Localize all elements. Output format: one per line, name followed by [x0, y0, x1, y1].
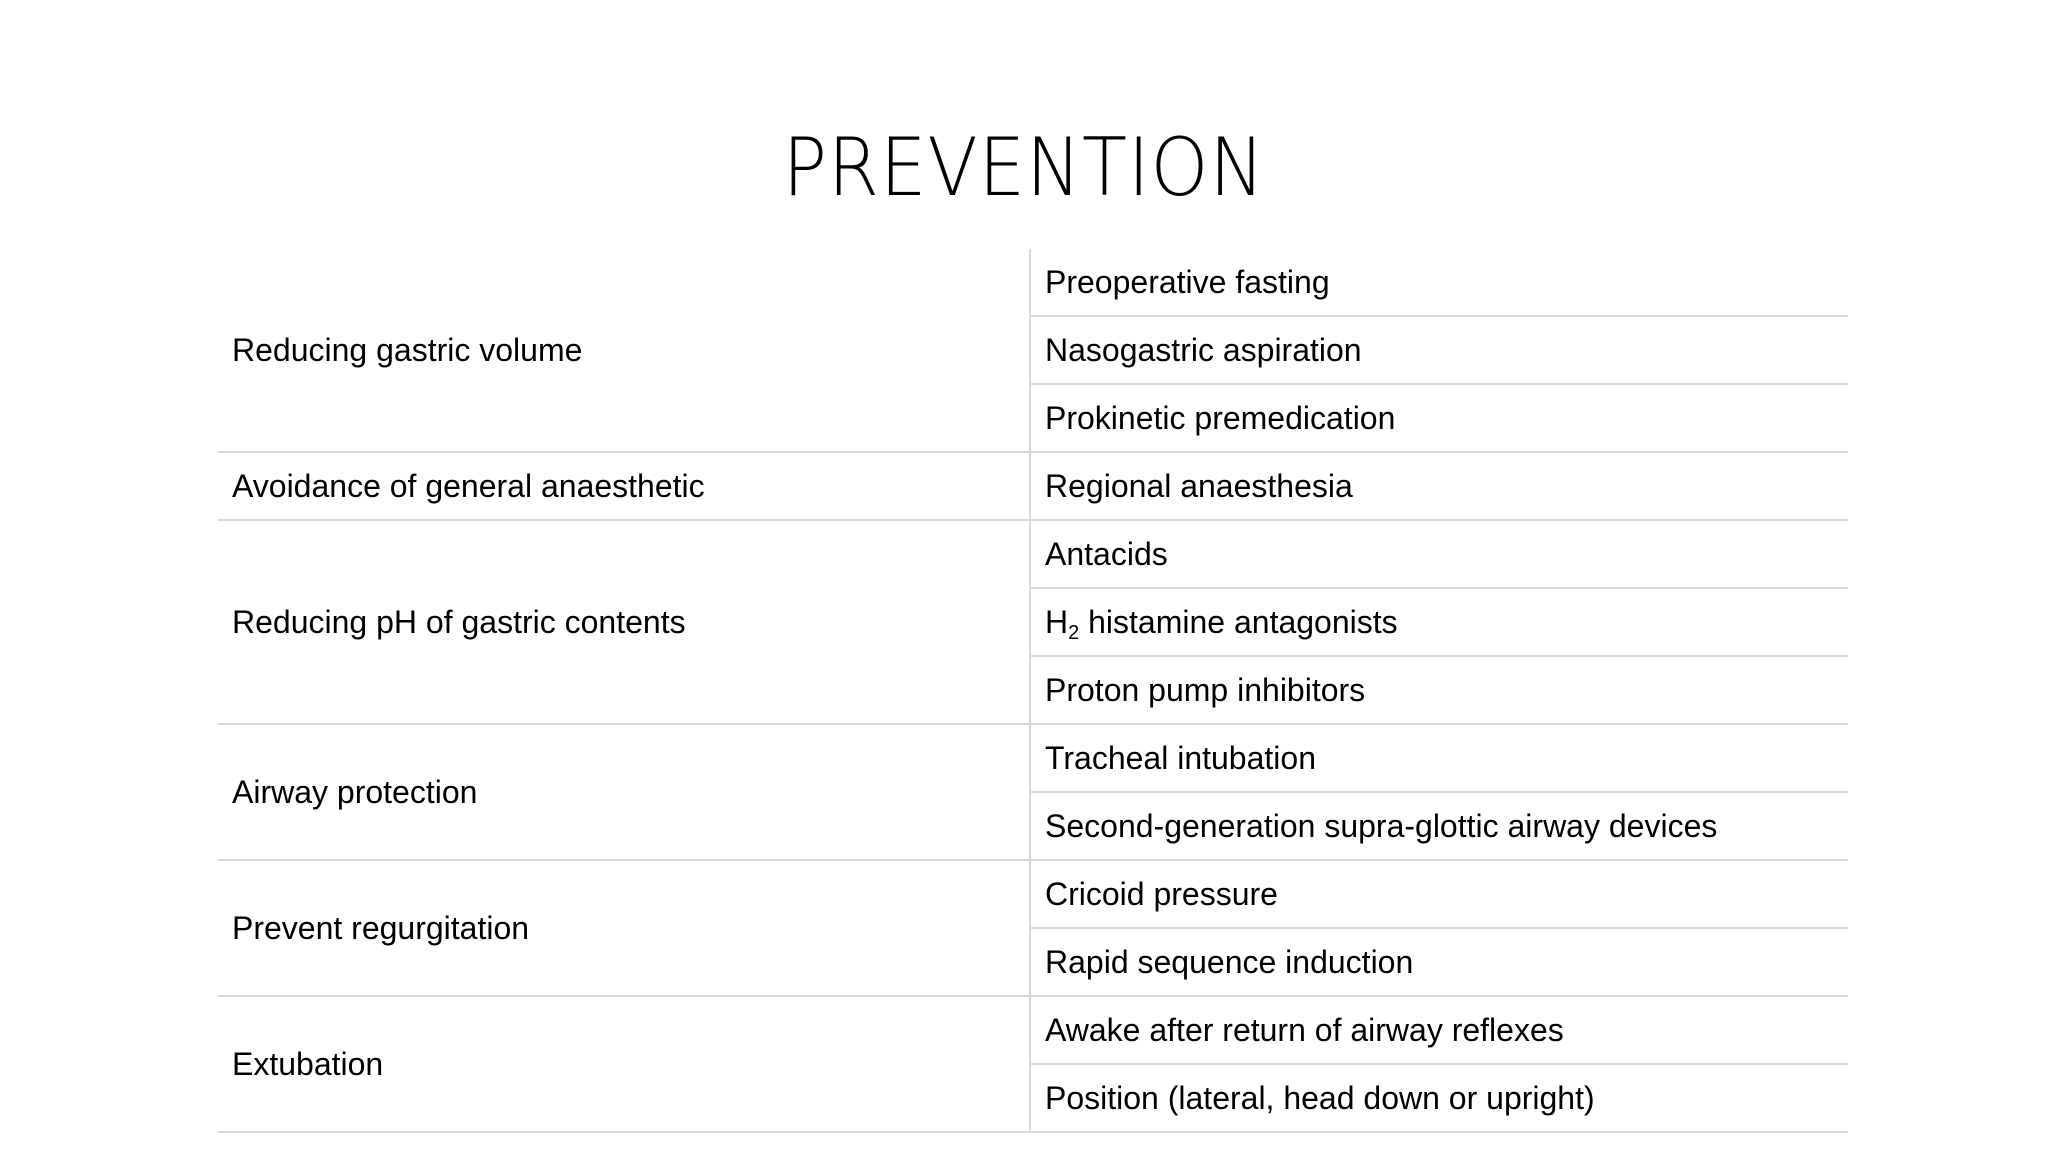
measure-suffix: histamine antagonists — [1079, 604, 1398, 640]
measure-cell: Proton pump inhibitors — [1030, 656, 1848, 724]
measure-cell: Cricoid pressure — [1030, 860, 1848, 928]
table-row — [218, 520, 1848, 588]
measure-cell: Awake after return of airway reflexes — [1030, 996, 1848, 1064]
table-row — [218, 996, 1848, 1064]
measure-cell: Second-generation supra-glottic airway devices — [1030, 792, 1848, 860]
measure-cell: Prokinetic premedication — [1030, 384, 1848, 452]
category-cell: Airway protection — [218, 724, 1030, 860]
table-row — [218, 724, 1848, 792]
measure-subscript: 2 — [1068, 622, 1080, 644]
category-cell: Prevent regurgitation — [218, 860, 1030, 996]
category-cell: Reducing pH of gastric contents — [218, 520, 1030, 724]
measure-cell: Rapid sequence induction — [1030, 928, 1848, 996]
measure-prefix: H — [1045, 604, 1069, 640]
prevention-table — [218, 249, 1848, 1133]
slide-title: PREVENTION — [782, 121, 1266, 214]
measure-cell: Position (lateral, head down or upright) — [1030, 1064, 1848, 1132]
table-row — [218, 452, 1848, 520]
category-cell: Extubation — [218, 996, 1030, 1132]
measure-cell: Antacids — [1030, 520, 1848, 588]
table-row — [218, 860, 1848, 928]
category-cell: Avoidance of general anaesthetic — [218, 452, 1030, 520]
measure-cell: Regional anaesthesia — [1030, 452, 1848, 520]
measure-cell: Nasogastric aspiration — [1030, 316, 1848, 384]
measure-cell: Tracheal intubation — [1030, 724, 1848, 792]
category-cell: Reducing gastric volume — [218, 249, 1030, 452]
measure-cell — [1030, 588, 1848, 656]
measure-cell: Preoperative fasting — [1030, 249, 1848, 316]
table-row — [218, 249, 1848, 316]
